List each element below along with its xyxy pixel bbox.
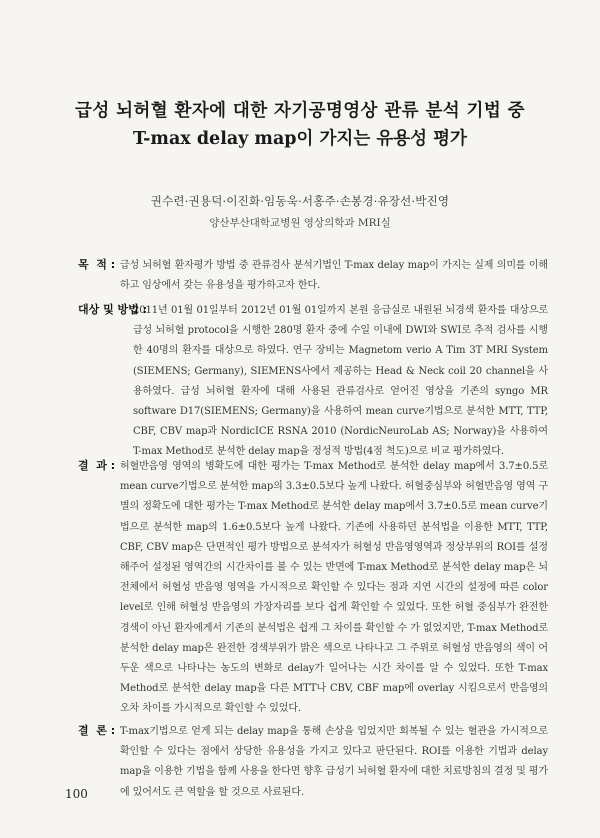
affiliation: 양산부산대학교병원 영상의학과 MRI실 [209,217,391,229]
section-label-purpose: 목 적 : [78,258,116,271]
title-line-1: 급성 뇌허혈 환자에 대한 자기공명영상 관류 분석 기법 중 [75,101,525,121]
section-text-purpose: 급성 뇌허혈 환자평가 방법 중 관류검사 분석기법인 T-max delay map이 가지는 실제 의미를 이해하고 임상에서 갖는 유용성을 평가하고자 한다. [120,260,548,292]
authors: 권수련·권용덕·이진화·임동욱·서홍주·손봉경·유장선·박진영 [150,194,450,208]
section-label-conclusion: 결 론 : [78,724,116,737]
title-line-2: T-max delay map이 가지는 유용성 평가 [133,129,467,149]
page-number: 100 [65,787,88,801]
section-text-conclusion: T-max기법으로 얻게 되는 delay map을 통해 손상을 입었지만 회복될 수 있는 혈관을 가시적으로 확인할 수 있다는 점에서 상당한 유용성을 가지고 있다고 판단된다. ROI를 이용한 기법과 delay map을 이용한 기법을 함께 사용을 한다면 향후 급성기 뇌허혈 환자에 대한 치료방침의 결정 및 평가에 있어서도 큰 역할을 할 것으로 사료된다. [120,726,548,798]
section-conclusion [78,722,548,803]
section-label-results: 결 과 : [78,459,116,472]
section-purpose [78,256,548,296]
section-text-methods: 2011년 01월 01일부터 2012년 01월 01일까지 본원 응급실로 내원된 뇌경색 환자를 대상으로 급성 뇌허혈 protocol을 시행한 280명 환자 중에 수일 이내에 DWI와 SWI로 추적 검사를 시행한 40명의 환자를 대상으로 하였다. 연구 장비는 Magnetom verio A Tim 3T MRI System (SIEMENS; Germany), SIEMENS사에서 제공하는 Head & Neck coil 20 channel을 사용하였다. 급성 뇌허혈 환자에 대해 사용된 관류검사로 얻어진 영상을 기존의 syngo MR software D17(SIEMENS; Germany)을 사용하여 mean curve기법으로 분석한 MTT, TTP, CBF, CBV map과 NordicICE RSNA 2010 (NordicNeuroLab AS; Norway)을 사용하여 T-max Method로 분석한 delay map을 정성적 방법(4점 척도)으로 비교 평가하였다. [133,305,548,458]
section-text-results: 허혈반음영 영역의 병확도에 대한 평가는 T-max Method로 분석한 delay map에서 3.7±0.5로 mean curve기법으로 분석한 map의 3.3±0.5보다 높게 나왔다. 허혈중심부와 허혈반음영 영역 구별의 정확도에 대한 평가는 T-max Method로 분석한 delay map에서 3.7±0.5로 mean curve기법으로 분석한 map의 1.6±0.5보다 높게 나왔다. 기존에 사용하던 분석법을 이용한 MTT, TTP, CBF, CBV map은 단면적인 평가 방법으로 분석자가 허혈성 반음영영역과 정상부위의 ROI를 설정해주어 설정된 영역간의 시간차이를 볼 수 있는 반면에 T-max Method로 분석한 delay map은 뇌 전체에서 허혈성 반음영 영역을 가시적으로 확인할 수 있다는 점과 지연 시간의 설정에 따른 color level로 인해 허혈성 반음영의 가장자리를 보다 쉽게 확인할 수 있었다. 또한 허혈 중심부가 완전한 경색이 아닌 환자에게서 기존의 분석법은 쉽게 그 차이를 확인할 수 가 없었지만, T-max Method로 분석한 delay map은 완전한 경색부위가 밝은 색으로 나타나고 그 주위로 허혈성 반음영의 색이 어두운 색으로 나타나는 농도의 변화로 delay가 일어나는 시간 차이를 알 수 있었다. 또한 T-max Method로 분석한 delay map을 다른 MTT나 CBV, CBF map에 overlay 시킴으로서 반음영의 오차 차이를 가시적으로 확인할 수 있었다. [120,461,548,715]
section-label-methods: 대상 및 방법 : [78,303,148,316]
section-results [78,457,548,720]
section-methods [78,301,548,463]
